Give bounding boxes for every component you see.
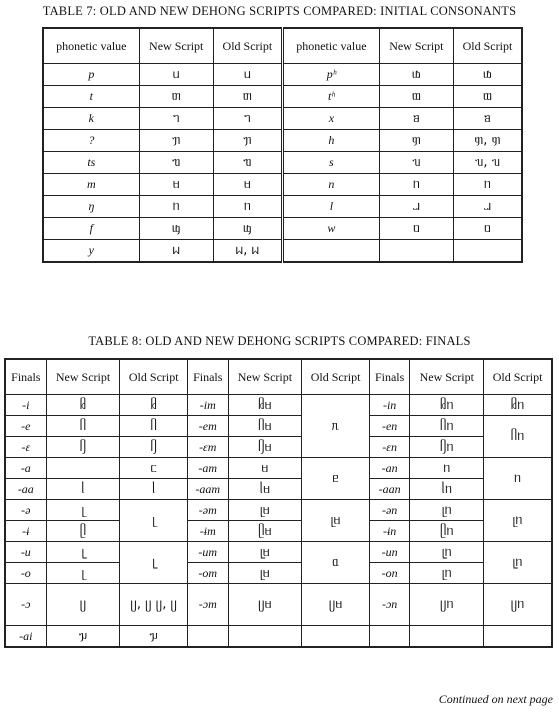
phonetic-cell bbox=[282, 240, 379, 263]
new-script-cell: ᥜ bbox=[139, 218, 213, 240]
empty-cell bbox=[410, 626, 484, 648]
old-script-cell: ᥒ bbox=[484, 458, 552, 500]
new-script-cell: ᥘ bbox=[379, 196, 453, 218]
new-script-cell: ᥥᥒ bbox=[410, 416, 484, 437]
old-script-cell: ᥚ bbox=[453, 64, 522, 86]
old-script-cell: ᥥᥒ bbox=[484, 416, 552, 458]
old-script-cell: ᥴ bbox=[120, 458, 188, 479]
old-script-cell: ᥖ bbox=[213, 86, 282, 108]
new-script-cell: ᥣᥛ bbox=[228, 479, 302, 500]
new-script-cell: ᥨᥒ bbox=[410, 500, 484, 521]
new-script-cell: ᥛ bbox=[228, 458, 302, 479]
table-row bbox=[43, 218, 522, 240]
new-script-cell: ᥗ bbox=[379, 86, 453, 108]
empty-cell bbox=[188, 626, 228, 648]
old-script-cell: ᥦ bbox=[120, 437, 188, 458]
new-script-cell: ᥫᥒ bbox=[410, 521, 484, 542]
final-cell: -ɨm bbox=[188, 521, 228, 542]
final-cell: -o bbox=[5, 563, 46, 584]
table-row bbox=[5, 395, 552, 416]
table-row bbox=[5, 458, 552, 479]
col-finals-2: Finals bbox=[188, 359, 228, 395]
new-script-cell: ᥦᥒ bbox=[410, 437, 484, 458]
table-row bbox=[5, 563, 552, 584]
old-script-cell: ᥩᥛ bbox=[302, 584, 370, 626]
final-cell: -en bbox=[369, 416, 409, 437]
old-script-cell: ᥤ bbox=[120, 395, 188, 416]
new-script-cell: ᥧᥛ bbox=[228, 542, 302, 563]
old-script-cell: ᥧ bbox=[120, 542, 188, 584]
new-script-cell: ᥫᥛ bbox=[228, 521, 302, 542]
new-script-cell: ᥧᥒ bbox=[410, 542, 484, 563]
final-cell: -ən bbox=[369, 500, 409, 521]
col-phonetic-value-2: phonetic value bbox=[282, 28, 379, 64]
new-script-cell: ᥤᥒ bbox=[410, 395, 484, 416]
continued-note: Continued on next page bbox=[438, 692, 553, 706]
final-cell: -ɨ bbox=[5, 521, 46, 542]
col-new-script: New Script bbox=[46, 359, 120, 395]
phonetic-cell: k bbox=[43, 108, 139, 130]
new-script-cell: ᥥ bbox=[46, 416, 120, 437]
table-row bbox=[43, 130, 522, 152]
new-script-cell: ᥐ bbox=[139, 108, 213, 130]
final-cell: -aa bbox=[5, 479, 46, 500]
phonetic-cell: t bbox=[43, 86, 139, 108]
new-script-cell: ᥖ bbox=[139, 86, 213, 108]
old-script-cell: ᥨᥛ bbox=[302, 500, 370, 542]
old-script-cell: ᥰ bbox=[302, 395, 370, 458]
new-script-cell: ᥨᥒ bbox=[410, 563, 484, 584]
new-script-cell bbox=[46, 458, 120, 479]
final-cell: -u bbox=[5, 542, 46, 563]
phonetic-cell: tʰ bbox=[282, 86, 379, 108]
phonetic-cell: p bbox=[43, 64, 139, 86]
phonetic-cell: l bbox=[282, 196, 379, 218]
final-cell: -un bbox=[369, 542, 409, 563]
new-script-cell: ᥦᥛ bbox=[228, 437, 302, 458]
new-script-cell: ᥩᥛ bbox=[228, 584, 302, 626]
col-finals-3: Finals bbox=[369, 359, 409, 395]
old-script-cell: ᥝ bbox=[453, 218, 522, 240]
new-script-cell: ᥙ bbox=[139, 64, 213, 86]
new-script-cell: ᥕ bbox=[139, 240, 213, 263]
table7-initial-consonants bbox=[42, 27, 523, 263]
table8-header-row bbox=[5, 359, 552, 395]
col-old-script-2: Old Script bbox=[453, 28, 522, 64]
new-script-cell: ᥧ bbox=[46, 542, 120, 563]
final-cell: -ɛm bbox=[188, 437, 228, 458]
table8-finals bbox=[4, 358, 553, 648]
col-new-script-2: New Script bbox=[228, 359, 302, 395]
old-script-cell: ᥕ, ᥕ bbox=[213, 240, 282, 263]
final-cell: -i bbox=[5, 395, 46, 416]
old-script-cell bbox=[453, 240, 522, 263]
new-script-cell: ᥚ bbox=[379, 64, 453, 86]
table-row bbox=[5, 521, 552, 542]
new-script-cell: ᥣ bbox=[46, 479, 120, 500]
old-script-cell: ᥩᥒ bbox=[484, 584, 552, 626]
phonetic-cell: f bbox=[43, 218, 139, 240]
table-row bbox=[5, 626, 552, 648]
old-script-cell: ᥞ, ᥞ bbox=[453, 130, 522, 152]
table-row bbox=[5, 500, 552, 521]
new-script-cell: ᥨᥛ bbox=[228, 500, 302, 521]
final-cell: -aan bbox=[369, 479, 409, 500]
col-finals: Finals bbox=[5, 359, 46, 395]
new-script-cell: ᥨᥛ bbox=[228, 563, 302, 584]
final-cell: -əm bbox=[188, 500, 228, 521]
table-row bbox=[43, 108, 522, 130]
phonetic-cell: n bbox=[282, 174, 379, 196]
old-script-cell: ᥭ bbox=[120, 626, 188, 648]
new-script-cell: ᥦ bbox=[46, 437, 120, 458]
final-cell: -ɔ bbox=[5, 584, 46, 626]
table7-caption: TABLE 7: OLD AND NEW DEHONG SCRIPTS COMPARED: INITIAL CONSONANTS bbox=[42, 4, 517, 18]
old-script-cell: ᥨᥒ bbox=[484, 500, 552, 542]
col-new-script-3: New Script bbox=[410, 359, 484, 395]
final-cell: -ɛn bbox=[369, 437, 409, 458]
new-script-cell: ᥒ bbox=[139, 196, 213, 218]
table-row bbox=[5, 584, 552, 626]
old-script-cell: ᥓ bbox=[213, 152, 282, 174]
col-phonetic-value: phonetic value bbox=[43, 28, 139, 64]
final-cell: -a bbox=[5, 458, 46, 479]
old-script-cell: ᥙ bbox=[213, 64, 282, 86]
old-script-cell: ᥤᥒ bbox=[484, 395, 552, 416]
new-script-cell: ᥫ bbox=[46, 521, 120, 542]
table-row bbox=[43, 64, 522, 86]
old-script-cell: ᥥ bbox=[120, 416, 188, 437]
old-script-cell: ᥑ bbox=[453, 108, 522, 130]
old-script-cell: ᥱ bbox=[302, 458, 370, 500]
col-old-script: Old Script bbox=[213, 28, 282, 64]
final-cell: -an bbox=[369, 458, 409, 479]
table-row bbox=[43, 196, 522, 218]
final-cell: -um bbox=[188, 542, 228, 563]
new-script-cell: ᥑ bbox=[379, 108, 453, 130]
old-script-cell: ᥛ bbox=[213, 174, 282, 196]
table-row bbox=[5, 416, 552, 437]
final-cell: -aam bbox=[188, 479, 228, 500]
empty-cell bbox=[228, 626, 302, 648]
table-row bbox=[5, 437, 552, 458]
table-row bbox=[43, 174, 522, 196]
new-script-cell: ᥭ bbox=[46, 626, 120, 648]
phonetic-cell: pʰ bbox=[282, 64, 379, 86]
old-script-cell: ᥗ bbox=[453, 86, 522, 108]
old-script-cell: ᥒ bbox=[453, 174, 522, 196]
old-script-cell: ᥧᥒ bbox=[484, 542, 552, 584]
old-script-cell: ᥔ, ᥔ bbox=[453, 152, 522, 174]
new-script-cell: ᥞ bbox=[379, 130, 453, 152]
final-cell: -em bbox=[188, 416, 228, 437]
new-script-cell: ᥩᥒ bbox=[410, 584, 484, 626]
new-script-cell: ᥝ bbox=[379, 218, 453, 240]
empty-cell bbox=[369, 626, 409, 648]
old-script-cell: ᥜ bbox=[213, 218, 282, 240]
final-cell: -ɛ bbox=[5, 437, 46, 458]
empty-cell bbox=[484, 626, 552, 648]
final-cell: -on bbox=[369, 563, 409, 584]
old-script-cell: ᥐ bbox=[213, 108, 282, 130]
final-cell: -in bbox=[369, 395, 409, 416]
final-cell: -ɨn bbox=[369, 521, 409, 542]
old-script-cell: ᥩ, ᥩ ᥩ, ᥩ bbox=[120, 584, 188, 626]
col-new-script-2: New Script bbox=[379, 28, 453, 64]
new-script-cell: ᥒ bbox=[410, 458, 484, 479]
col-old-script-3: Old Script bbox=[484, 359, 552, 395]
old-script-cell: ᥣ bbox=[120, 479, 188, 500]
old-script-cell: ᥲ bbox=[302, 542, 370, 584]
table-row bbox=[5, 479, 552, 500]
phonetic-cell: ts bbox=[43, 152, 139, 174]
new-script-cell: ᥓ bbox=[139, 152, 213, 174]
new-script-cell: ᥥᥛ bbox=[228, 416, 302, 437]
phonetic-cell: y bbox=[43, 240, 139, 263]
table-row bbox=[43, 240, 522, 263]
final-cell: -ɔn bbox=[369, 584, 409, 626]
col-old-script: Old Script bbox=[120, 359, 188, 395]
new-script-cell: ᥨ bbox=[46, 500, 120, 521]
new-script-cell: ᥤᥛ bbox=[228, 395, 302, 416]
table7-header-row bbox=[43, 28, 522, 64]
col-old-script-2: Old Script bbox=[302, 359, 370, 395]
final-cell: -ɔm bbox=[188, 584, 228, 626]
new-script-cell: ᥨ bbox=[46, 563, 120, 584]
final-cell: -e bbox=[5, 416, 46, 437]
new-script-cell: ᥔ bbox=[379, 152, 453, 174]
phonetic-cell: h bbox=[282, 130, 379, 152]
final-cell: -im bbox=[188, 395, 228, 416]
table8-caption: TABLE 8: OLD AND NEW DEHONG SCRIPTS COMPARED: FINALS bbox=[88, 334, 471, 348]
phonetic-cell: ŋ bbox=[43, 196, 139, 218]
new-script-cell: ᥤ bbox=[46, 395, 120, 416]
table-row bbox=[5, 542, 552, 563]
phonetic-cell: m bbox=[43, 174, 139, 196]
new-script-cell: ᥟ bbox=[139, 130, 213, 152]
new-script-cell: ᥒ bbox=[379, 174, 453, 196]
col-new-script: New Script bbox=[139, 28, 213, 64]
old-script-cell: ᥟ bbox=[213, 130, 282, 152]
new-script-cell: ᥛ bbox=[139, 174, 213, 196]
phonetic-cell: x bbox=[282, 108, 379, 130]
old-script-cell: ᥨ bbox=[120, 500, 188, 542]
phonetic-cell: s bbox=[282, 152, 379, 174]
phonetic-cell: ? bbox=[43, 130, 139, 152]
table-row bbox=[43, 86, 522, 108]
new-script-cell bbox=[379, 240, 453, 263]
final-cell: -am bbox=[188, 458, 228, 479]
old-script-cell: ᥘ bbox=[453, 196, 522, 218]
final-cell: -om bbox=[188, 563, 228, 584]
final-cell: -ə bbox=[5, 500, 46, 521]
final-cell: -ai bbox=[5, 626, 46, 648]
new-script-cell: ᥩ bbox=[46, 584, 120, 626]
old-script-cell: ᥒ bbox=[213, 196, 282, 218]
empty-cell bbox=[302, 626, 370, 648]
table-row bbox=[43, 152, 522, 174]
phonetic-cell: w bbox=[282, 218, 379, 240]
new-script-cell: ᥣᥒ bbox=[410, 479, 484, 500]
